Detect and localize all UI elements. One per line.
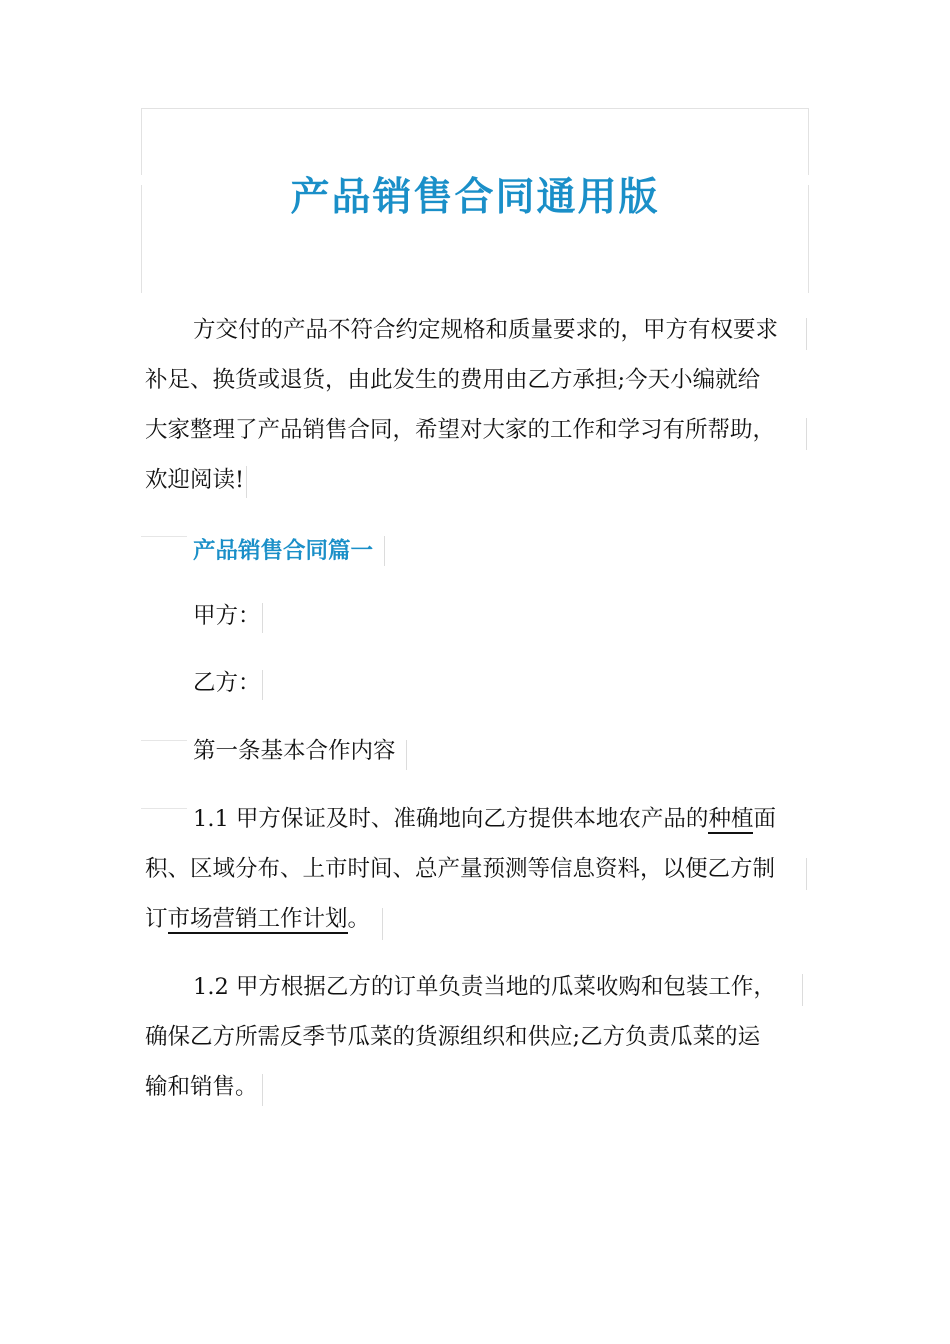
clause-text: 。 [347,906,371,932]
intro-line: 大家整理了产品销售合同，希望对大家的工作和学习有所帮助， [145,417,776,443]
underlined-text: 市场营销工作计划 [167,906,348,932]
article-one-heading: 第一条基本合作内容 [193,738,396,764]
party-b-line [145,658,815,708]
clause-line: 输和销售。 [145,1074,258,1100]
clause-line: 积、区域分布、上市时间、总产量预测等信息资料，以便乙方制 [145,856,776,882]
clause-1-1 [145,794,815,944]
clause-text: 订 [145,906,168,932]
party-a-line [145,591,815,641]
clause-text: 1.1 甲方保证及时、准确地向乙方提供本地农产品的 [193,806,709,832]
underlined-text: 种植 [708,806,754,832]
intro-line: 欢迎阅读! [145,467,245,493]
clause-text: 面 [753,806,776,832]
clause-line [145,894,815,944]
party-b-label: 乙方： [193,670,261,696]
party-a-label: 甲方： [193,603,261,629]
clause-line: 1.2 甲方根据乙方的订单负责当地的瓜菜收购和包装工作， [193,974,776,1000]
intro-line: 方交付的产品不符合约定规格和质量要求的，甲方有权要求 [193,317,779,343]
section-heading: 产品销售合同篇一 [193,538,374,564]
clause-1-2 [145,962,815,1112]
clause-line: 确保乙方所需反季节瓜菜的货源组织和供应;乙方负责瓜菜的运 [145,1024,761,1050]
document-title: 产品销售合同通用版 [290,175,660,220]
intro-line: 补足、换货或退货，由此发生的费用由乙方承担;今天小编就给 [145,367,761,393]
clause-line [145,794,815,844]
article-one-line [145,726,815,776]
